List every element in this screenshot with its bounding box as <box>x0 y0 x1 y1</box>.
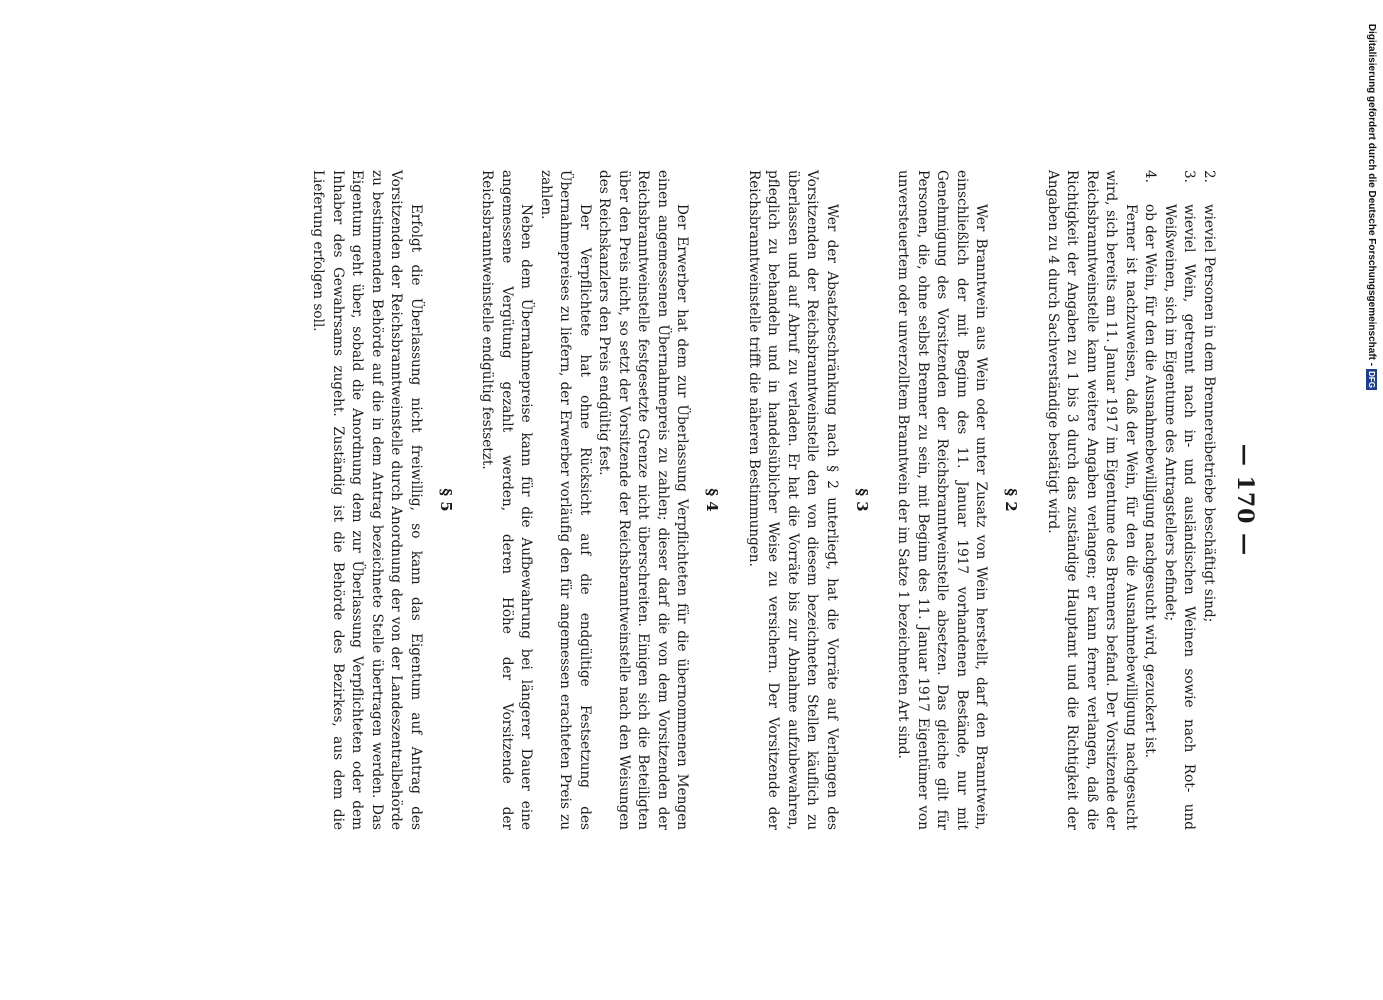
section-title: § 2 <box>1002 488 1021 512</box>
section-4 <box>477 170 722 830</box>
section-paragraph: Wer Branntwein aus Wein oder unter Zusatz von Wein herstellt, darf den Branntwein, einschließlich der mit Beginn des 11. Januar 1917 vorhandenen Bestände, nur mit Genehmigung des Vorsitzenden der Reichsbranntweinstelle absetzen. Das gleiche gilt für Personen, die, ohne selbst Brenner zu sein, mit Beginn des 11. Januar 1917 Eigentümer von unversteuertem oder unverzolltem Branntwein der im Satze 1 bezeichneten Art sind. <box>895 170 990 830</box>
intro-paragraph: Ferner ist nachzuweisen, daß der Wein, für den die Ausnahmebewilligung nachgesucht wird, sich bereits am 11. Januar 1917 im Eigentume des Brenners befand. Der Vorsitzende der Reichsbranntweinstelle kann weitere Angaben verlangen; er kann ferner verlangen, daß die Richtigkeit der Angaben zu 1 bis 3 durch das zuständige Hauptamt und die Richtigkeit der Angaben zu 4 durch Sachverständige bestätigt wird. <box>1045 170 1139 830</box>
list-item-text: ob der Wein, für den die Ausnahmebewilligung nachgesucht wird, gezuckert ist. <box>1142 204 1159 759</box>
list-item <box>1160 170 1199 830</box>
list-item-number: 4. <box>1142 170 1159 183</box>
dfg-logo: DFG <box>1367 371 1377 388</box>
section-paragraph: Der Erwerber hat dem zur Überlassung Verpflichteten für die übernommenen Mengen einen angemessenen Übernahmepreis zu zahlen; dieser darf die von dem Vorsitzenden der Reichsbranntweinstelle festgesetzte Grenze nicht überschreiten. Einigen sich die Beteiligten über den Preis nicht, so setzt der Vorsitzende der Reichsbranntweinstelle nach den Weisungen des Reichskanzlers den Preis endgültig fest. <box>596 170 691 830</box>
list-item-number: 3. <box>1181 170 1198 183</box>
section-paragraph: Der Verpflichtete hat ohne Rücksicht auf die endgültige Festsetzung des Übernahmepreises zu liefern, der Erwerber vorläufig den für angemessen erachteten Preis zu zahlen. <box>538 170 593 830</box>
section-3 <box>744 170 872 830</box>
list-item-number: 2. <box>1201 170 1217 183</box>
section-title: § 5 <box>437 488 455 512</box>
list-item <box>1199 170 1219 830</box>
section-paragraph: Wer der Absatzbeschränkung nach § 2 unterliegt, hat die Vorräte auf Verlangen des Vorsitzenden der Reichsbranntweinstelle den von diesem bezeichneten Stellen käuflich zu überlassen und auf Abruf zu verladen. Er hat die Vorräte bis zur Abnahme aufzubewahren, pfleglich zu behandeln und in handelsüblicher Weise zu versichern. Der Vorsitzende der Reichsbranntweinstelle trifft die näheren Bestimmungen. <box>746 170 840 830</box>
section-title: § 4 <box>703 488 722 512</box>
section-title: § 3 <box>853 488 871 512</box>
digitization-credit <box>1362 8 1380 390</box>
list-item-text: wieviel Personen in dem Brennereibetriebe beschäftigt sind; <box>1201 204 1217 623</box>
rotated-page <box>0 30 1383 980</box>
list-item-text: wieviel Wein, getrennt nach in- und ausländischen Weinen sowie nach Rot- und Weißweinen, sich im Eigentume des Antragstellers befindet; <box>1162 204 1198 830</box>
section-paragraph: Neben dem Übernahmepreise kann für die Aufbewahrung bei längerer Dauer eine angemessene Vergütung gezahlt werden, deren Höhe der Vorsitzende der Reichsbranntweinstelle endgültig festsetzt. <box>479 170 535 830</box>
section-2 <box>893 170 1021 830</box>
section-paragraph: Erfolgt die Überlassung nicht freiwillig, so kann das Eigentum auf Antrag des Vorsitzenden der Reichsbranntweinstelle durch Anordnung der von der Landeszentralbehörde zu bestimmenden Behörde auf die in dem Antrag bezeichnete Stelle übertragen werden. Das Eigentum geht über, sobald die Anordnung dem zur Überlassung Verpflichteten oder dem Inhaber des Gewahrsams zugeht. Zuständig ist die Behörde des Bezirkes, aus dem die Lieferung erfolgen soll. <box>310 170 424 830</box>
numbered-list <box>1140 170 1218 830</box>
page-number: — 170 — <box>1232 443 1258 557</box>
page-content <box>308 170 1258 830</box>
credit-text: Digitalisierung gefördert durch die Deutsche Forschungsgemeinschaft - <box>1366 23 1377 367</box>
list-item <box>1140 170 1160 830</box>
section-5 <box>308 170 455 830</box>
